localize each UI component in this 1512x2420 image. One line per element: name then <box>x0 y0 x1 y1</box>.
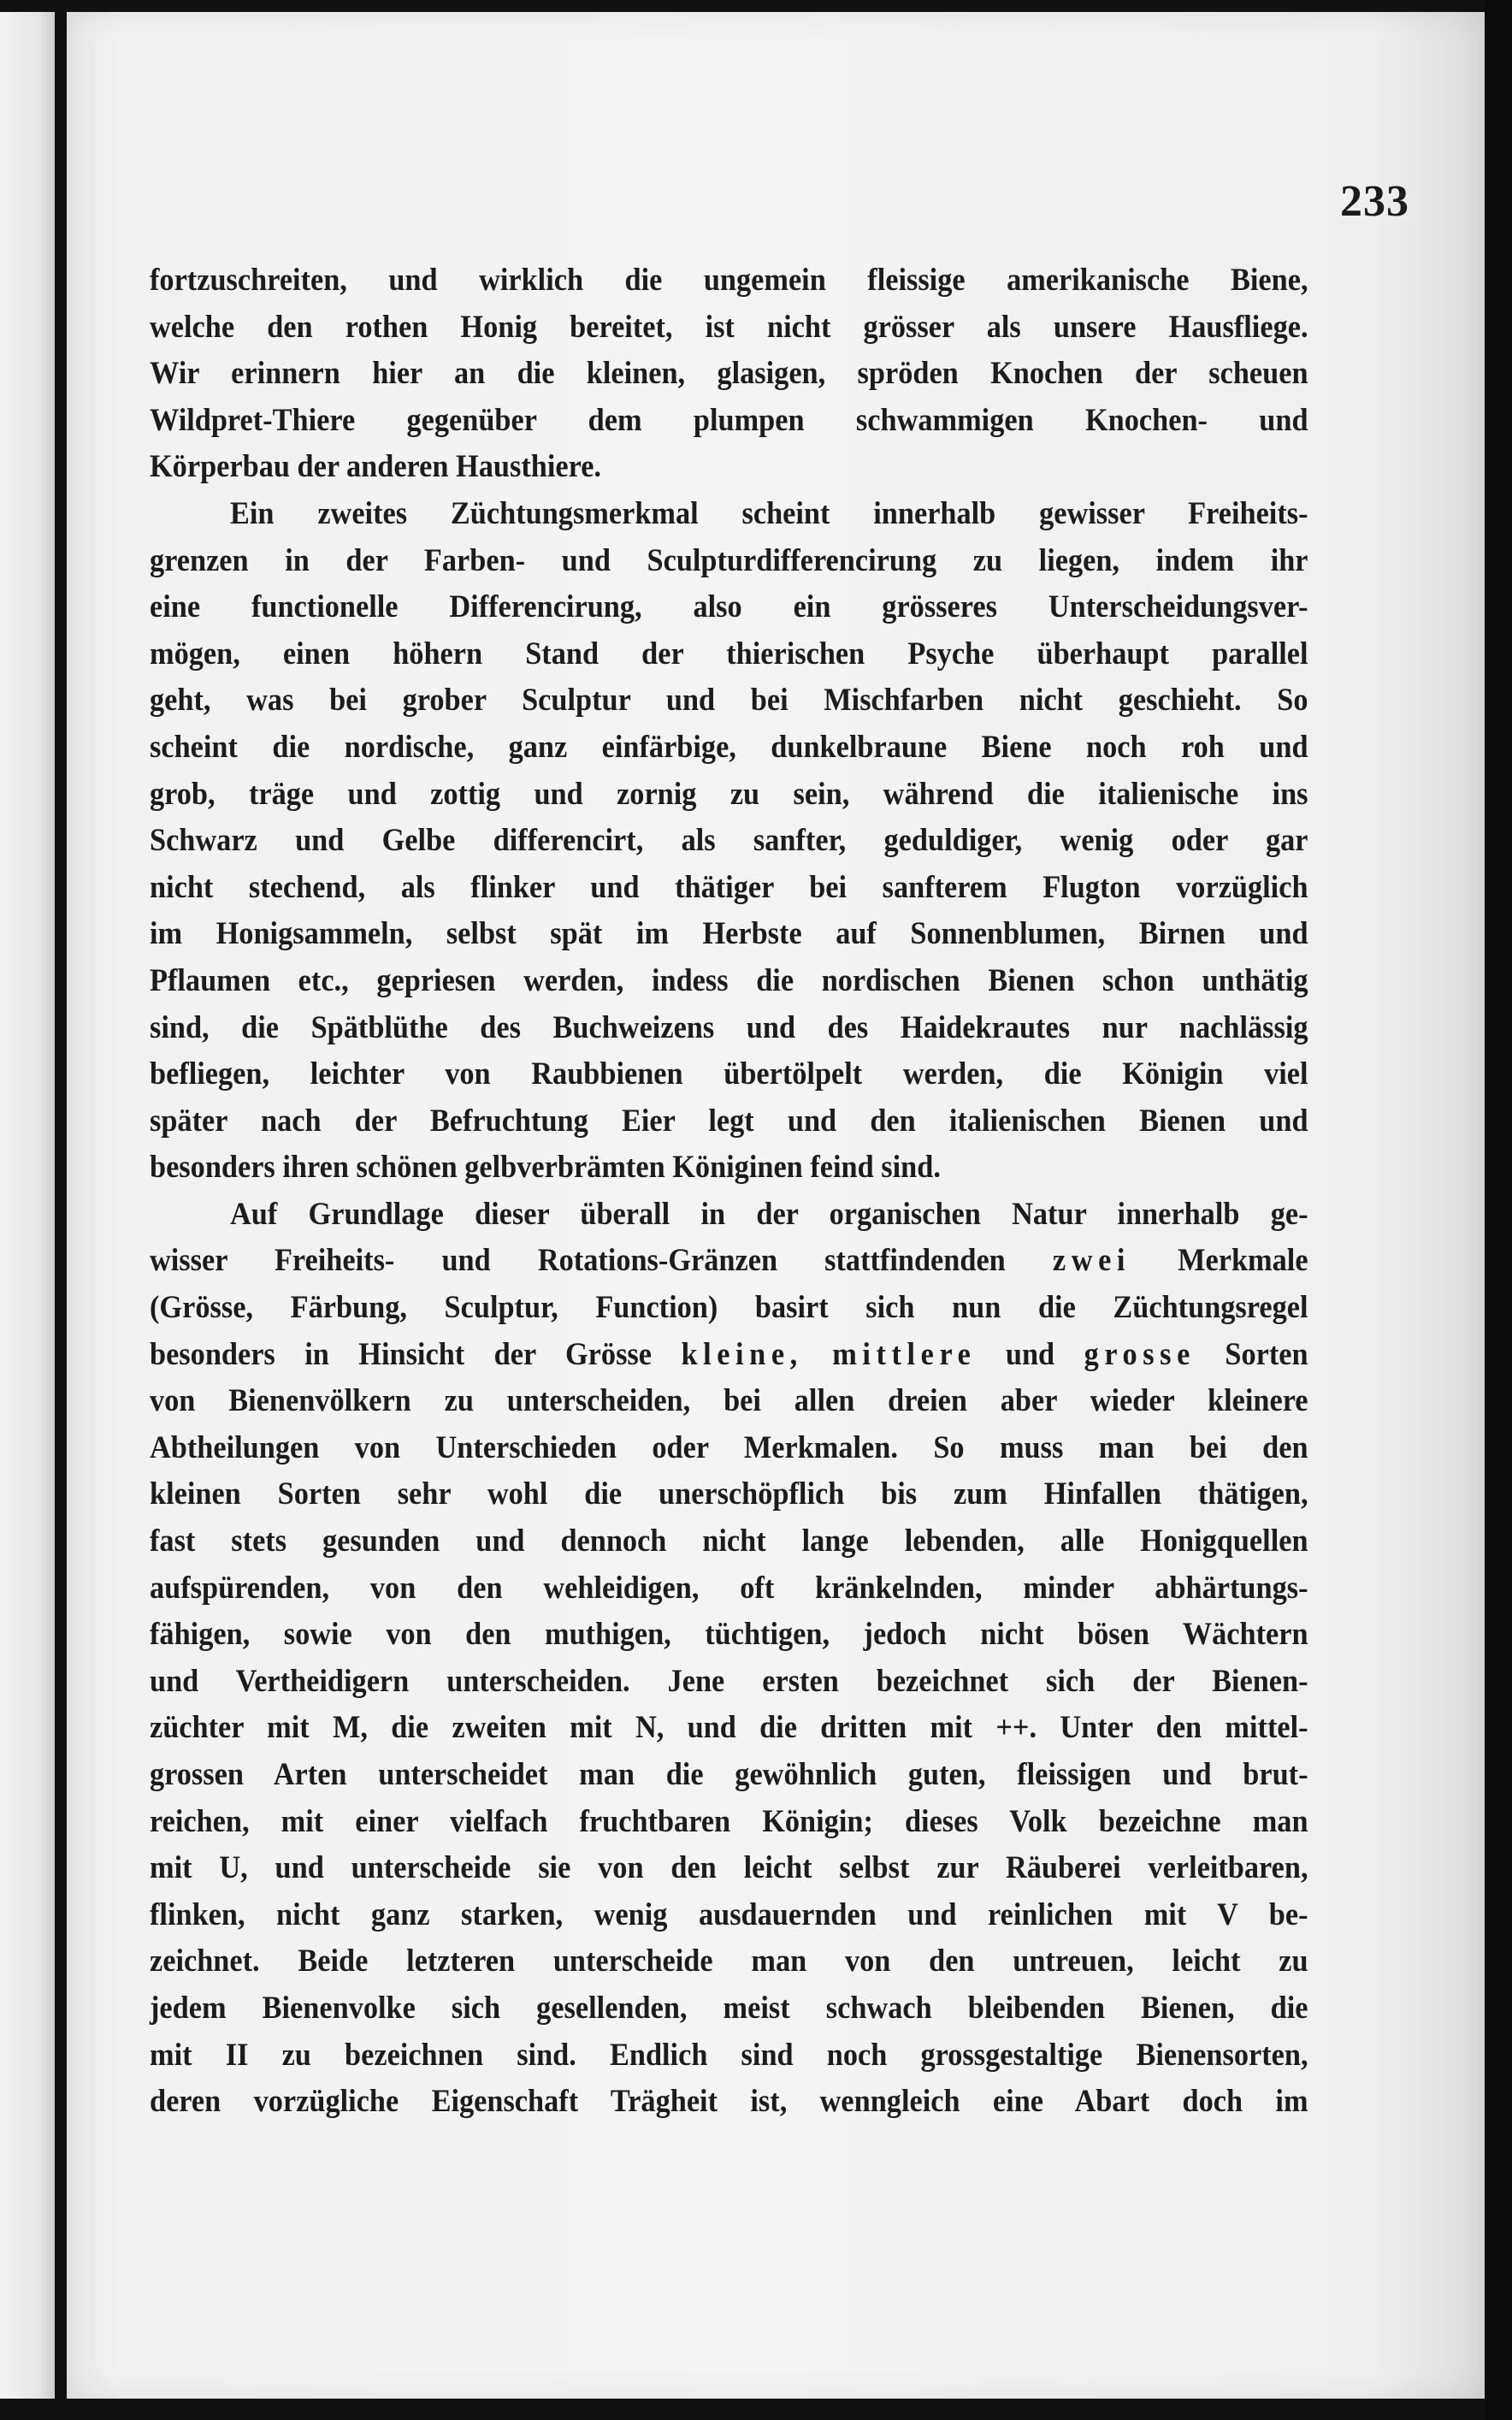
text-line: mit II zu bezeichnen sind. Endlich sind noch grossgestaltige Bienensorten, <box>150 2036 1308 2072</box>
text-line: Schwarz und Gelbe differencirt, als sanfter, geduldiger, wenig oder gar <box>150 822 1308 858</box>
spaced-emphasis: grosse <box>1084 1335 1196 1371</box>
text-line: scheint die nordische, ganz einfärbige, dunkelbraune Biene noch roh und <box>150 728 1308 764</box>
text-line <box>150 1704 1308 1751</box>
text-line: fast stets gesunden und dennoch nicht lange lebenden, alle Honigquellen <box>150 1523 1308 1559</box>
text-line: mit U, und unterscheide sie von den leicht selbst zur Räuberei verleitbaren, <box>150 1849 1308 1885</box>
text-fragment: Sorten <box>1225 1335 1308 1371</box>
text-line: reichen, mit einer vielfach fruchtbaren Königin; dieses Volk bezeichne man <box>150 1802 1308 1838</box>
text-fragment: und <box>1005 1335 1055 1371</box>
text-line: fortzuschreiten, und wirklich die ungemein fleissige amerikanische Biene, <box>150 262 1308 297</box>
text-line: welche den rothen Honig bereitet, ist nicht grösser als unsere Hausfliege. <box>150 308 1308 344</box>
text-line: Wildpret-Thiere gegenüber dem plumpen schwammigen Knochen- und <box>150 401 1308 437</box>
text-line: im Honigsammeln, selbst spät im Herbste auf Sonnenblumen, Birnen und <box>150 915 1308 951</box>
text-line: zeichnet. Beide letzteren unterscheide man von den untreuen, leicht zu <box>150 1943 1308 1979</box>
text-line: Ein zweites Züchtungsmerkmal scheint innerhalb gewisser Freiheits- <box>230 494 1308 530</box>
text-line: befliegen, leichter von Raubbienen übertölpelt werden, die Königin viel <box>150 1056 1308 1092</box>
text-fragment: wisser Freiheits- und Rotations-Gränzen stattfindenden <box>150 1242 1006 1278</box>
text-line: besonders ihren schönen gelbverbrämten Königinen feind sind. <box>150 1149 941 1185</box>
text-line: Wir erinnern hier an die kleinen, glasigen, spröden Knochen der scheuen <box>150 355 1308 391</box>
scan-border-right <box>1485 0 1512 2420</box>
text-line: eine functionelle Differencirung, also ein grösseres Unterscheidungsver- <box>150 589 1308 624</box>
text-line: später nach der Befruchtung Eier legt und den italienischen Bienen und <box>150 1102 1308 1138</box>
text-line: grossen Arten unterscheidet man die gewöhnlich guten, fleissigen und brut- <box>150 1756 1308 1791</box>
spaced-emphasis: kleine, <box>681 1335 803 1371</box>
text-line <box>150 1331 1308 1378</box>
text-line: von Bienenvölkern zu unterscheiden, bei allen dreien aber wieder kleinere <box>150 1382 1308 1418</box>
text-line: Körperbau der anderen Hausthiere. <box>150 448 602 484</box>
text-line: geht, was bei grober Sculptur und bei Mischfarben nicht geschieht. So <box>150 682 1308 718</box>
text-line: sind, die Spätblüthe des Buchweizens und des Haidekrautes nur nachlässig <box>150 1009 1308 1044</box>
text-line: (Grösse, Färbung, Sculptur, Function) basirt sich nun die Züchtungsregel <box>150 1289 1308 1325</box>
text-fragment: züchter mit M, die zweiten mit N, und die dritten mit <box>150 1709 973 1745</box>
text-line: grob, träge und zottig und zornig zu sein, während die italienische ins <box>150 775 1308 811</box>
text-line: grenzen in der Farben- und Sculpturdifferencirung zu liegen, indem ihr <box>150 541 1308 577</box>
text-line: jedem Bienenvolke sich gesellenden, meist schwach bleibenden Bienen, die <box>150 1989 1308 2025</box>
text-line: aufspürenden, von den wehleidigen, oft kränkelnden, minder abhärtungs- <box>150 1569 1308 1605</box>
page-number: 233 <box>1340 177 1409 226</box>
text-line: Pflaumen etc., gepriesen werden, indess die nordischen Bienen schon unthätig <box>150 961 1308 997</box>
text-fragment: Unter den mittel- <box>1060 1709 1308 1745</box>
double-cross-symbol: ++. <box>995 1709 1037 1745</box>
text-line: fähigen, sowie von den muthigen, tüchtigen, jedoch nicht bösen Wächtern <box>150 1616 1308 1652</box>
text-fragment: Merkmale <box>1178 1242 1308 1278</box>
text-line: deren vorzügliche Eigenschaft Trägheit ist, wenngleich eine Abart doch im <box>150 2083 1308 2119</box>
text-line: flinken, nicht ganz starken, wenig ausdauernden und reinlichen mit V be- <box>150 1896 1308 1932</box>
text-line: Abtheilungen von Unterschieden oder Merkmalen. So muss man bei den <box>150 1429 1308 1464</box>
text-line <box>150 1237 1308 1284</box>
text-line: nicht stechend, als flinker und thätiger bei sanfterem Flugton vorzüglich <box>150 868 1308 904</box>
spaced-emphasis: zwei <box>1052 1242 1131 1278</box>
text-line: mögen, einen höhern Stand der thierischen Psyche überhaupt parallel <box>150 635 1308 671</box>
text-line: Auf Grundlage dieser überall in der organischen Natur innerhalb ge- <box>230 1195 1308 1231</box>
text-line: kleinen Sorten sehr wohl die unerschöpflich bis zum Hinfallen thätigen, <box>150 1476 1308 1512</box>
spaced-emphasis: mittlere <box>832 1335 977 1371</box>
previous-page-edge <box>0 12 55 2399</box>
body-text <box>150 257 1308 2125</box>
text-fragment: besonders in Hinsicht der Grösse <box>150 1335 653 1371</box>
text-line: und Vertheidigern unterscheiden. Jene ersten bezeichnet sich der Bienen- <box>150 1662 1308 1698</box>
